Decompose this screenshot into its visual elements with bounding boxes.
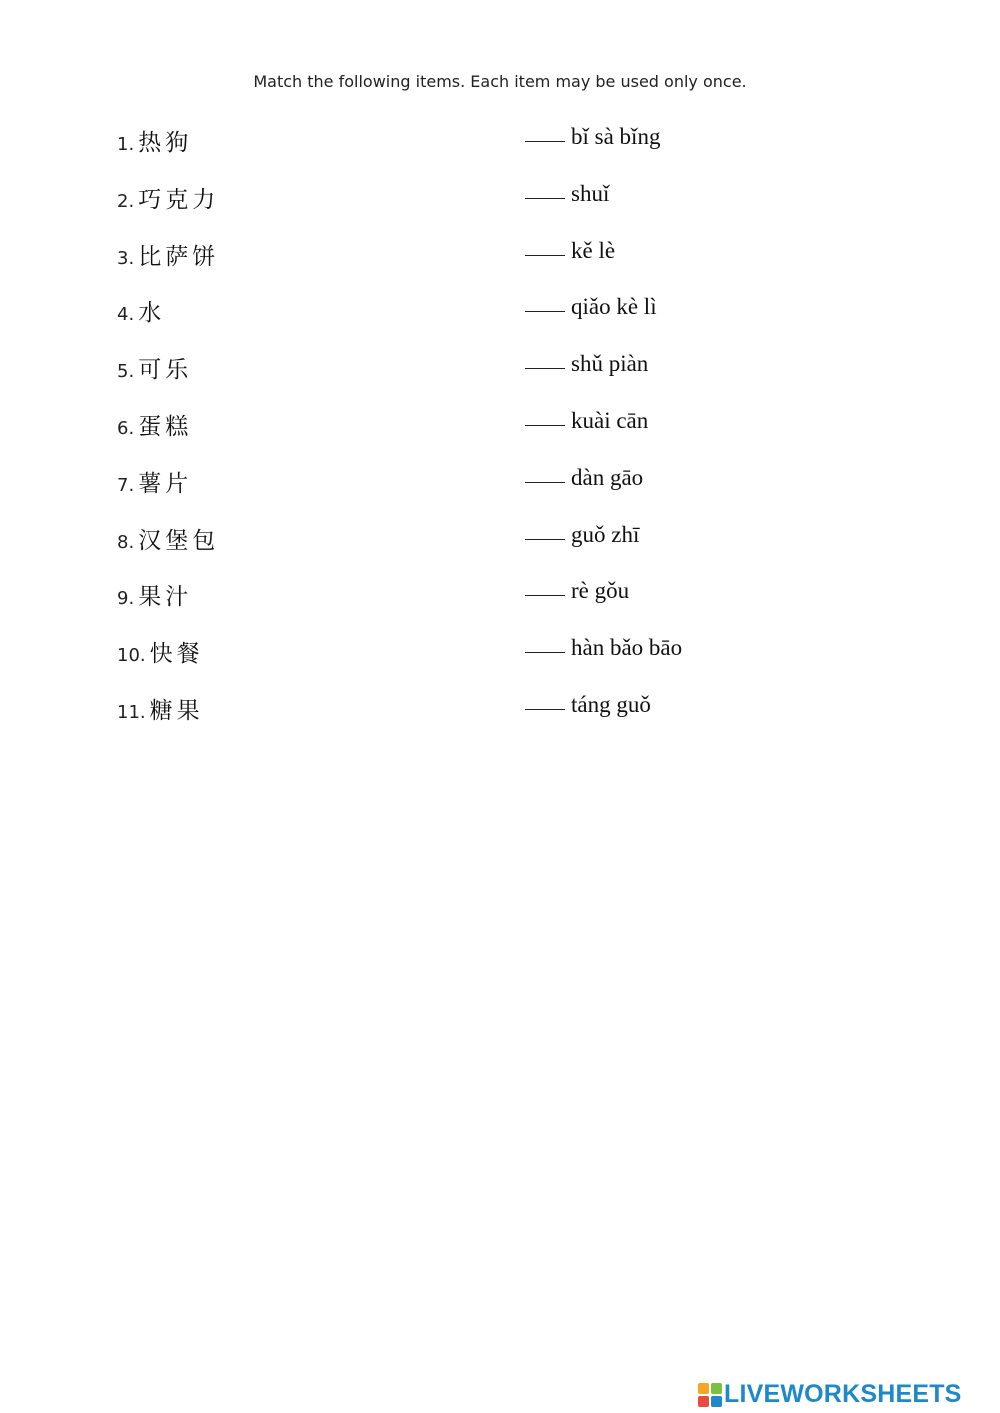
chinese-term xyxy=(117,522,219,555)
chinese-term xyxy=(117,351,192,384)
pinyin-answer xyxy=(525,238,615,264)
answer-blank[interactable] xyxy=(525,351,565,369)
logo-square-4 xyxy=(711,1396,722,1407)
pinyin-answer xyxy=(525,408,648,434)
answer-blank[interactable] xyxy=(525,465,565,483)
item-row xyxy=(0,578,1000,618)
item-number: 4. xyxy=(117,304,135,326)
pinyin-text: kuài cān xyxy=(571,408,649,433)
pinyin-text: rè gǒu xyxy=(571,578,630,604)
answer-blank[interactable] xyxy=(525,124,565,142)
pinyin-text: dàn gāo xyxy=(571,464,644,490)
pinyin-answer xyxy=(525,351,648,377)
answer-blank[interactable] xyxy=(525,522,565,540)
item-number: 3. xyxy=(117,247,135,269)
pinyin-text: bǐ sà bǐng xyxy=(571,124,661,149)
chinese-term xyxy=(117,181,219,214)
pinyin-answer xyxy=(525,465,643,491)
chinese-word: 比萨饼 xyxy=(138,243,220,270)
item-row xyxy=(0,351,1000,391)
item-row xyxy=(0,522,1000,562)
item-row xyxy=(0,635,1000,675)
answer-blank[interactable] xyxy=(525,294,565,312)
item-row xyxy=(0,692,1000,732)
item-row xyxy=(0,238,1000,278)
pinyin-answer xyxy=(525,578,629,604)
chinese-term xyxy=(117,124,192,157)
answer-blank[interactable] xyxy=(525,692,565,710)
pinyin-text: shuǐ xyxy=(571,180,610,206)
item-row xyxy=(0,124,1000,164)
item-row xyxy=(0,465,1000,505)
answer-blank[interactable] xyxy=(525,238,565,256)
item-row xyxy=(0,408,1000,448)
pinyin-text: hàn bǎo bāo xyxy=(571,635,683,661)
pinyin-text: kě lè xyxy=(571,237,616,263)
chinese-term xyxy=(117,578,192,611)
logo-square-2 xyxy=(711,1383,722,1394)
chinese-word: 汉堡包 xyxy=(138,527,220,554)
chinese-term xyxy=(117,238,219,271)
pinyin-answer xyxy=(525,635,682,661)
answer-blank[interactable] xyxy=(525,181,565,199)
item-number: 9. xyxy=(117,588,135,610)
pinyin-text: táng guǒ xyxy=(571,692,651,717)
pinyin-answer xyxy=(525,522,639,548)
answer-blank[interactable] xyxy=(525,408,565,426)
item-number: 10. xyxy=(117,645,146,667)
item-row xyxy=(0,181,1000,221)
pinyin-text: guǒ zhī xyxy=(571,521,640,547)
pinyin-answer xyxy=(525,124,660,150)
chinese-word: 糖果 xyxy=(149,698,204,724)
chinese-term xyxy=(117,692,204,725)
logo-square-1 xyxy=(698,1383,709,1394)
chinese-word: 巧克力 xyxy=(138,186,220,213)
item-number: 11. xyxy=(117,702,146,723)
chinese-word: 水 xyxy=(138,300,166,327)
item-number: 6. xyxy=(117,418,135,439)
instructions-text: Match the following items. Each item may be used only once. xyxy=(253,72,747,91)
chinese-term xyxy=(117,635,204,668)
liveworksheets-logo[interactable] xyxy=(698,1380,962,1406)
chinese-term xyxy=(117,294,165,327)
chinese-term xyxy=(117,408,192,441)
item-number: 7. xyxy=(117,474,135,496)
chinese-word: 果汁 xyxy=(138,584,193,611)
chinese-word: 快餐 xyxy=(149,641,204,668)
item-row xyxy=(0,294,1000,334)
chinese-word: 蛋糕 xyxy=(138,414,193,440)
pinyin-answer xyxy=(525,294,657,320)
pinyin-text: shǔ piàn xyxy=(571,351,649,377)
logo-square-3 xyxy=(698,1396,709,1407)
answer-blank[interactable] xyxy=(525,635,565,653)
chinese-word: 薯片 xyxy=(138,470,193,497)
item-number: 2. xyxy=(117,190,135,212)
item-number: 5. xyxy=(117,361,135,383)
logo-text: LIVEWORKSHEETS xyxy=(724,1380,962,1408)
item-number: 1. xyxy=(117,134,135,155)
pinyin-answer xyxy=(525,692,651,718)
chinese-term xyxy=(117,465,192,498)
item-number: 8. xyxy=(117,531,135,553)
chinese-word: 热狗 xyxy=(138,130,193,156)
answer-blank[interactable] xyxy=(525,578,565,596)
pinyin-text: qiǎo kè lì xyxy=(571,294,657,320)
liveworksheets-logo-icon xyxy=(698,1383,722,1407)
pinyin-answer xyxy=(525,181,609,207)
chinese-word: 可乐 xyxy=(138,357,193,384)
